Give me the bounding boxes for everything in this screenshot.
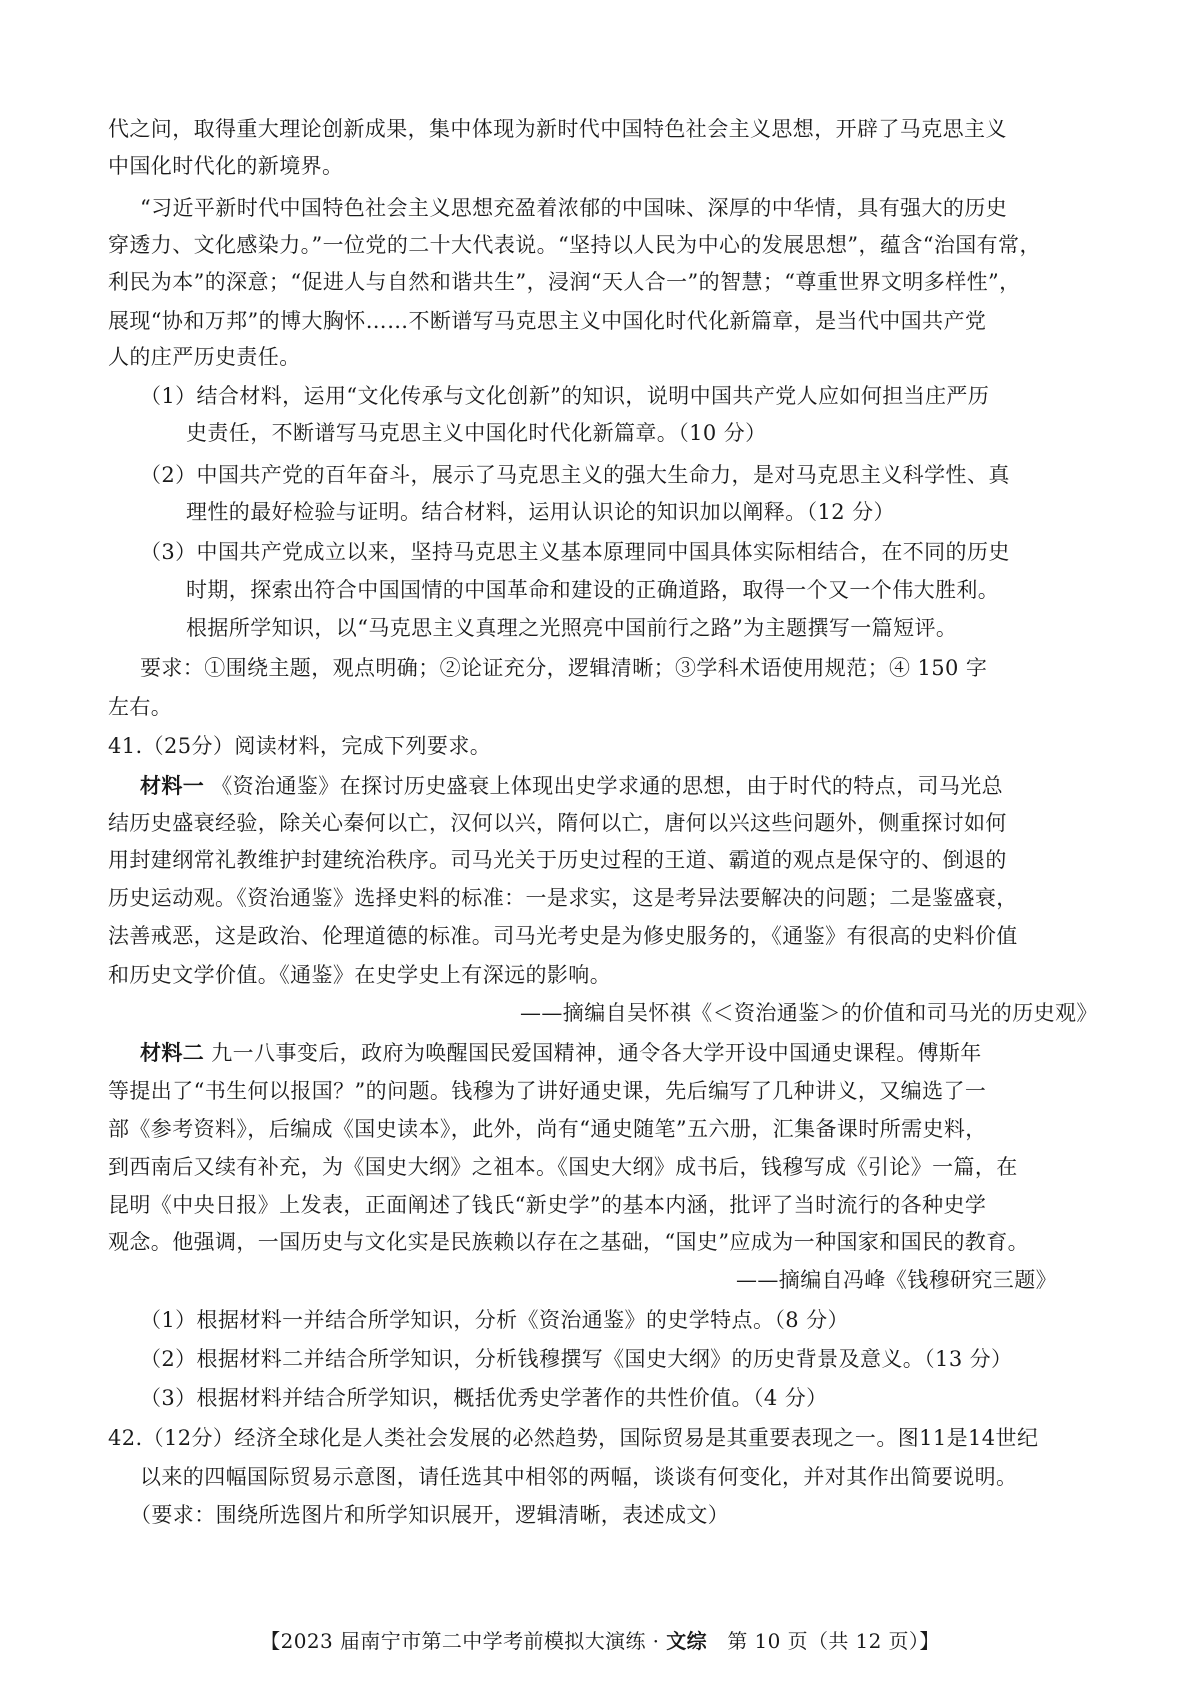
q41-subquestion-3: （3）根据材料并结合所学知识，概括优秀史学著作的共性价值。（4 分） [140, 1386, 828, 1410]
q40-subquestion-2: （2）中国共产党的百年奋斗，展示了马克思主义的强大生命力，是对马克思主义科学性、真 [140, 463, 1010, 487]
q41-material2-line: 到西南后又续有补充，为《国史大纲》之祖本。《国史大纲》成书后，钱穆写成《引论》一篇，在 [108, 1155, 1018, 1179]
q40-requirement: 要求：①围绕主题，观点明确；②论证充分，逻辑清晰；③学科术语使用规范；④ 150 字 [140, 656, 988, 680]
q41-material2-line: 昆明《中央日报》上发表，正面阐述了钱氏“新史学”的基本内涵，批评了当时流行的各种史学 [108, 1193, 987, 1217]
q41-material2-line: 等提出了“书生何以报国？”的问题。钱穆为了讲好通史课，先后编写了几种讲义，又编选了一 [108, 1079, 987, 1103]
q41-material1-line: 历史运动观。《资治通鉴》选择史料的标准：一是求实，这是考异法要解决的问题；二是鉴盛衰， [108, 886, 1018, 910]
q40-intro-line: 利民为本”的深意；“促进人与自然和谐共生”，浸润“天人合一”的智慧；“尊重世界文明多样性”， [108, 270, 1021, 294]
q40-intro-line: 穿透力、文化感染力。”一位党的二十大代表说。“坚持以人民为中心的发展思想”，蕴含“治国有常， [108, 233, 1041, 257]
material2-text: 九一八事变后，政府为唤醒国民爱国精神，通令各大学开设中国通史课程。傅斯年 [211, 1041, 982, 1065]
q41-material1-line: 和历史文学价值。《通鉴》在史学史上有深远的影响。 [108, 963, 612, 987]
q40-intro-line: 人的庄严历史责任。 [108, 345, 301, 369]
q41-material2-line: 部《参考资料》，后编成《国史读本》，此外，尚有“通史随笔”五六册，汇集备课时所需史料， [108, 1117, 987, 1141]
material1-label: 材料一 [140, 773, 205, 798]
q40-requirement: 左右。 [108, 695, 173, 719]
material2-label: 材料二 [140, 1040, 205, 1065]
q41-material1-line: 法善戒恶，这是政治、伦理道德的标准。司马光考史是为修史服务的，《通鉴》有很高的史料价值 [108, 924, 1018, 948]
q41-subquestion-2: （2）根据材料二并结合所学知识，分析钱穆撰写《国史大纲》的历史背景及意义。（13 分） [140, 1347, 1013, 1371]
q42-requirement: （要求：围绕所选图片和所学知识展开，逻辑清晰，表述成文） [130, 1503, 730, 1527]
q40-intro-line: 中国化时代化的新境界。 [108, 154, 344, 178]
q41-subquestion-1: （1）根据材料一并结合所学知识，分析《资治通鉴》的史学特点。（8 分） [140, 1308, 849, 1332]
q40-intro-line: 展现“协和万邦”的博大胸怀……不断谱写马克思主义中国化时代化新篇章，是当代中国共产党 [108, 309, 987, 333]
q40-subquestion-3: （3）中国共产党成立以来，坚持马克思主义基本原理同中国具体实际相结合，在不同的历史 [140, 540, 1010, 564]
q41-material1-line: 用封建纲常礼教维护封建统治秩序。司马光关于历史过程的王道、霸道的观点是保守的、倒退的 [108, 848, 1007, 872]
q41-material1-line: 结历史盛衰经验，除关心秦何以亡，汉何以兴，隋何以亡，唐何以兴这些问题外，侧重探讨如何 [108, 811, 1007, 835]
q40-intro-line: 代之问，取得重大理论创新成果，集中体现为新时代中国特色社会主义思想，开辟了马克思主义 [108, 117, 1007, 141]
q40-subquestion-3: 时期，探索出符合中国国情的中国革命和建设的正确道路，取得一个又一个伟大胜利。 [186, 578, 1000, 602]
q41-material2-line: 观念。他强调，一国历史与文化实是民族赖以存在之基础，“国史”应成为一种国家和国民的教育。 [108, 1230, 1030, 1254]
q41-material1-source: ——摘编自吴怀祺《＜资治通鉴＞的价值和司马光的历史观》 [520, 1001, 1098, 1025]
footer-exam-title: 【2023 届南宁市第二中学考前模拟大演练 · [260, 1629, 667, 1653]
q40-subquestion-3: 根据所学知识，以“马克思主义真理之光照亮中国前行之路”为主题撰写一篇短评。 [186, 616, 958, 640]
q40-subquestion-1: 史责任，不断谱写马克思主义中国化时代化新篇章。（10 分） [186, 421, 767, 445]
material1-text: 《资治通鉴》在探讨历史盛衰上体现出史学求通的思想，由于时代的特点，司马光总 [211, 774, 1004, 798]
q40-subquestion-2: 理性的最好检验与证明。结合材料，运用认识论的知识加以阐释。（12 分） [186, 500, 895, 524]
footer-page-number: 第 10 页（共 12 页）】 [707, 1629, 940, 1653]
footer-subject: 文综 [666, 1629, 707, 1653]
q41-material2-source: ——摘编自冯峰《钱穆研究三题》 [736, 1268, 1057, 1292]
q40-subquestion-1: （1）结合材料，运用“文化传承与文化创新”的知识，说明中国共产党人应如何担当庄严历 [140, 384, 990, 408]
q41-material1-first-line [140, 771, 1003, 801]
q41-material2-first-line [140, 1038, 982, 1068]
q41-stem: 41.（25分）阅读材料，完成下列要求。 [108, 734, 492, 758]
q42-stem: 以来的四幅国际贸易示意图，请任选其中相邻的两幅，谈谈有何变化，并对其作出简要说明。 [140, 1465, 1018, 1489]
q42-stem: 42.（12分）经济全球化是人类社会发展的必然趋势，国际贸易是其重要表现之一。图11是14世纪 [108, 1426, 1039, 1450]
q40-intro-line: “习近平新时代中国特色社会主义思想充盈着浓郁的中国味、深厚的中华情，具有强大的历史 [140, 196, 1008, 220]
page-footer [0, 1626, 1200, 1656]
